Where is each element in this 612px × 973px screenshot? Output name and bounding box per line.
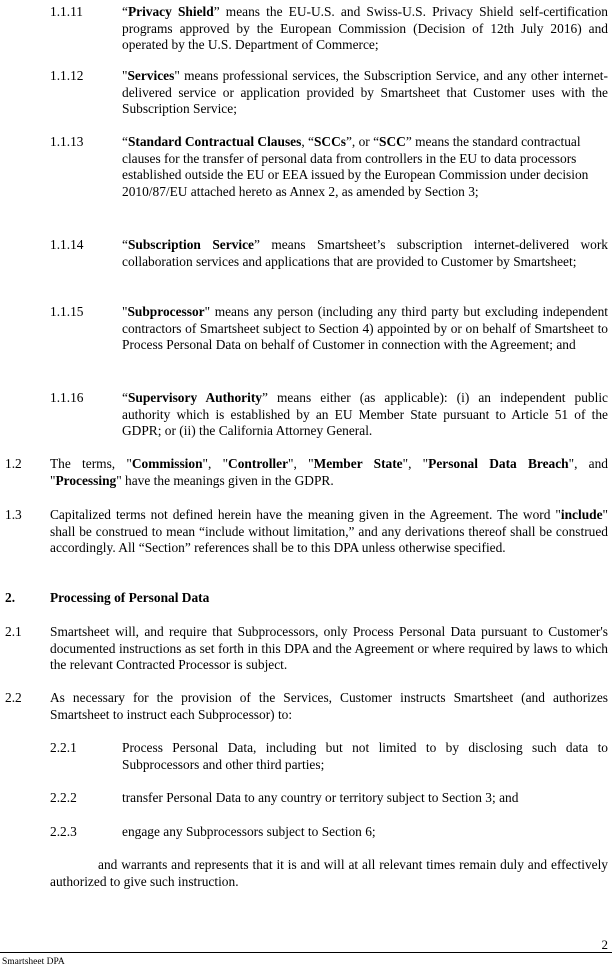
clause-2-2-1 (50, 740, 608, 773)
definition-1-1-16 (50, 390, 608, 440)
defined-term: include (560, 507, 603, 522)
section-number: 2. (5, 590, 16, 605)
clause-2-2-2 (50, 790, 608, 807)
clause-1-3 (5, 507, 608, 557)
definition-1-1-11 (50, 4, 608, 54)
clause-text: "Subprocessor" means any person (including any third party but excluding independent contractors of Smartsheet subject to Section 4) appointed by or on behalf of Smartsheet to Process Personal Data on behalf of Customer in connection with the Agreement; and (122, 304, 608, 353)
clause-number: 1.1.14 (50, 237, 84, 252)
defined-term: Subscription Service (127, 237, 254, 252)
clause-number: 1.1.11 (50, 4, 83, 19)
clause-text: transfer Personal Data to any country or territory subject to Section 3; and (122, 790, 519, 805)
clause-text: The terms, "Commission", "Controller", "Member State", "Personal Data Breach", and "Processing" have the meanings given in the GDPR. (50, 456, 608, 488)
footer-label: Smartsheet DPA (2, 957, 65, 967)
clause-text: “Standard Contractual Clauses, “SCCs”, or “SCC” means the standard contractual clauses for the transfer of personal data from controllers in the EU to data processors established outside the EU or EEA issued by the European Commission under decision 2010/87/EU attached hereto as Annex 2, as amended by Section 3; (122, 134, 589, 199)
clause-text: engage any Subprocessors subject to Section 6; (122, 824, 376, 839)
clause-number: 1.3 (5, 507, 22, 522)
closing-paragraph: and warrants and represents that it is and will at all relevant times remain duly and effectively authorized to give such instruction. (50, 857, 608, 889)
definition-1-1-15 (50, 304, 608, 354)
clause-1-2 (5, 456, 608, 489)
defined-term: Supervisory Authority (127, 390, 262, 405)
defined-term: Standard Contractual Clauses (127, 134, 302, 149)
defined-term: Commission (131, 456, 203, 471)
clause-number: 2.2.2 (50, 790, 77, 805)
section-heading-2 (5, 590, 608, 607)
clause-number: 2.1 (5, 624, 22, 639)
section-title: Processing of Personal Data (50, 590, 210, 605)
definition-1-1-12 (50, 68, 608, 118)
clause-2-2-3 (50, 824, 608, 841)
clause-text: “Privacy Shield” means the EU-U.S. and Swiss-U.S. Privacy Shield self-certification programs approved by the European Commission (Decision of 12th July 2016) and operated by the U.S. Department of Commerce; (122, 4, 608, 53)
clause-text: Capitalized terms not defined herein have the meaning given in the Agreement. The word "include" shall be construed to mean “include without limitation,” and any derivations thereof shall be construed accordingly. All “Section” references shall be to this DPA unless otherwise specified. (50, 507, 608, 556)
defined-term: Processing (55, 472, 117, 488)
clause-text: "Services" means professional services, the Subscription Service, and any other internet-delivered service or application provided by Smartsheet that Customer uses with the Subscription Service; (122, 68, 608, 117)
clause-number: 1.1.16 (50, 390, 84, 405)
clause-text: “Subscription Service” means Smartsheet’s subscription internet-delivered work collaboration services and applications that are provided to Customer by Smartsheet; (122, 237, 608, 269)
definition-1-1-14 (50, 237, 608, 270)
footer-divider (0, 952, 612, 953)
clause-2-2 (5, 690, 608, 723)
definition-1-1-13 (50, 134, 608, 200)
defined-term: Subprocessor (127, 304, 205, 319)
clause-text: Smartsheet will, and require that Subprocessors, only Process Personal Data pursuant to Customer's documented instructions as set forth in this DPA and the Agreement or where required by laws to which the relevant Contracted Processor is subject. (50, 624, 608, 673)
clause-number: 2.2 (5, 690, 22, 705)
defined-term: SCCs (313, 134, 346, 149)
clause-2-1 (5, 624, 608, 674)
clause-number: 1.1.13 (50, 134, 84, 149)
defined-term: SCC (379, 134, 406, 149)
page-number: 2 (601, 937, 608, 952)
clause-text: “Supervisory Authority” means either (as applicable): (i) an independent public authority which is established by an EU Member State pursuant to Article 51 of the GDPR; or (ii) the California Attorney General. (122, 390, 608, 439)
defined-term: Controller (228, 456, 289, 471)
clause-text: As necessary for the provision of the Services, Customer instructs Smartsheet (and authorizes Smartsheet to instruct each Subprocessor) to: (50, 690, 608, 722)
clause-number: 1.1.12 (50, 68, 84, 83)
defined-term: Member State (313, 456, 403, 471)
clause-number: 1.2 (5, 456, 22, 471)
clause-number: 1.1.15 (50, 304, 84, 319)
clause-number: 2.2.1 (50, 740, 77, 755)
defined-term: Privacy Shield (127, 4, 214, 19)
defined-term: Personal Data Breach (428, 456, 569, 471)
clause-text: Process Personal Data, including but not limited to by disclosing such data to Subprocessors and other third parties; (122, 740, 608, 772)
defined-term: Services (127, 68, 175, 83)
clause-number: 2.2.3 (50, 824, 77, 839)
